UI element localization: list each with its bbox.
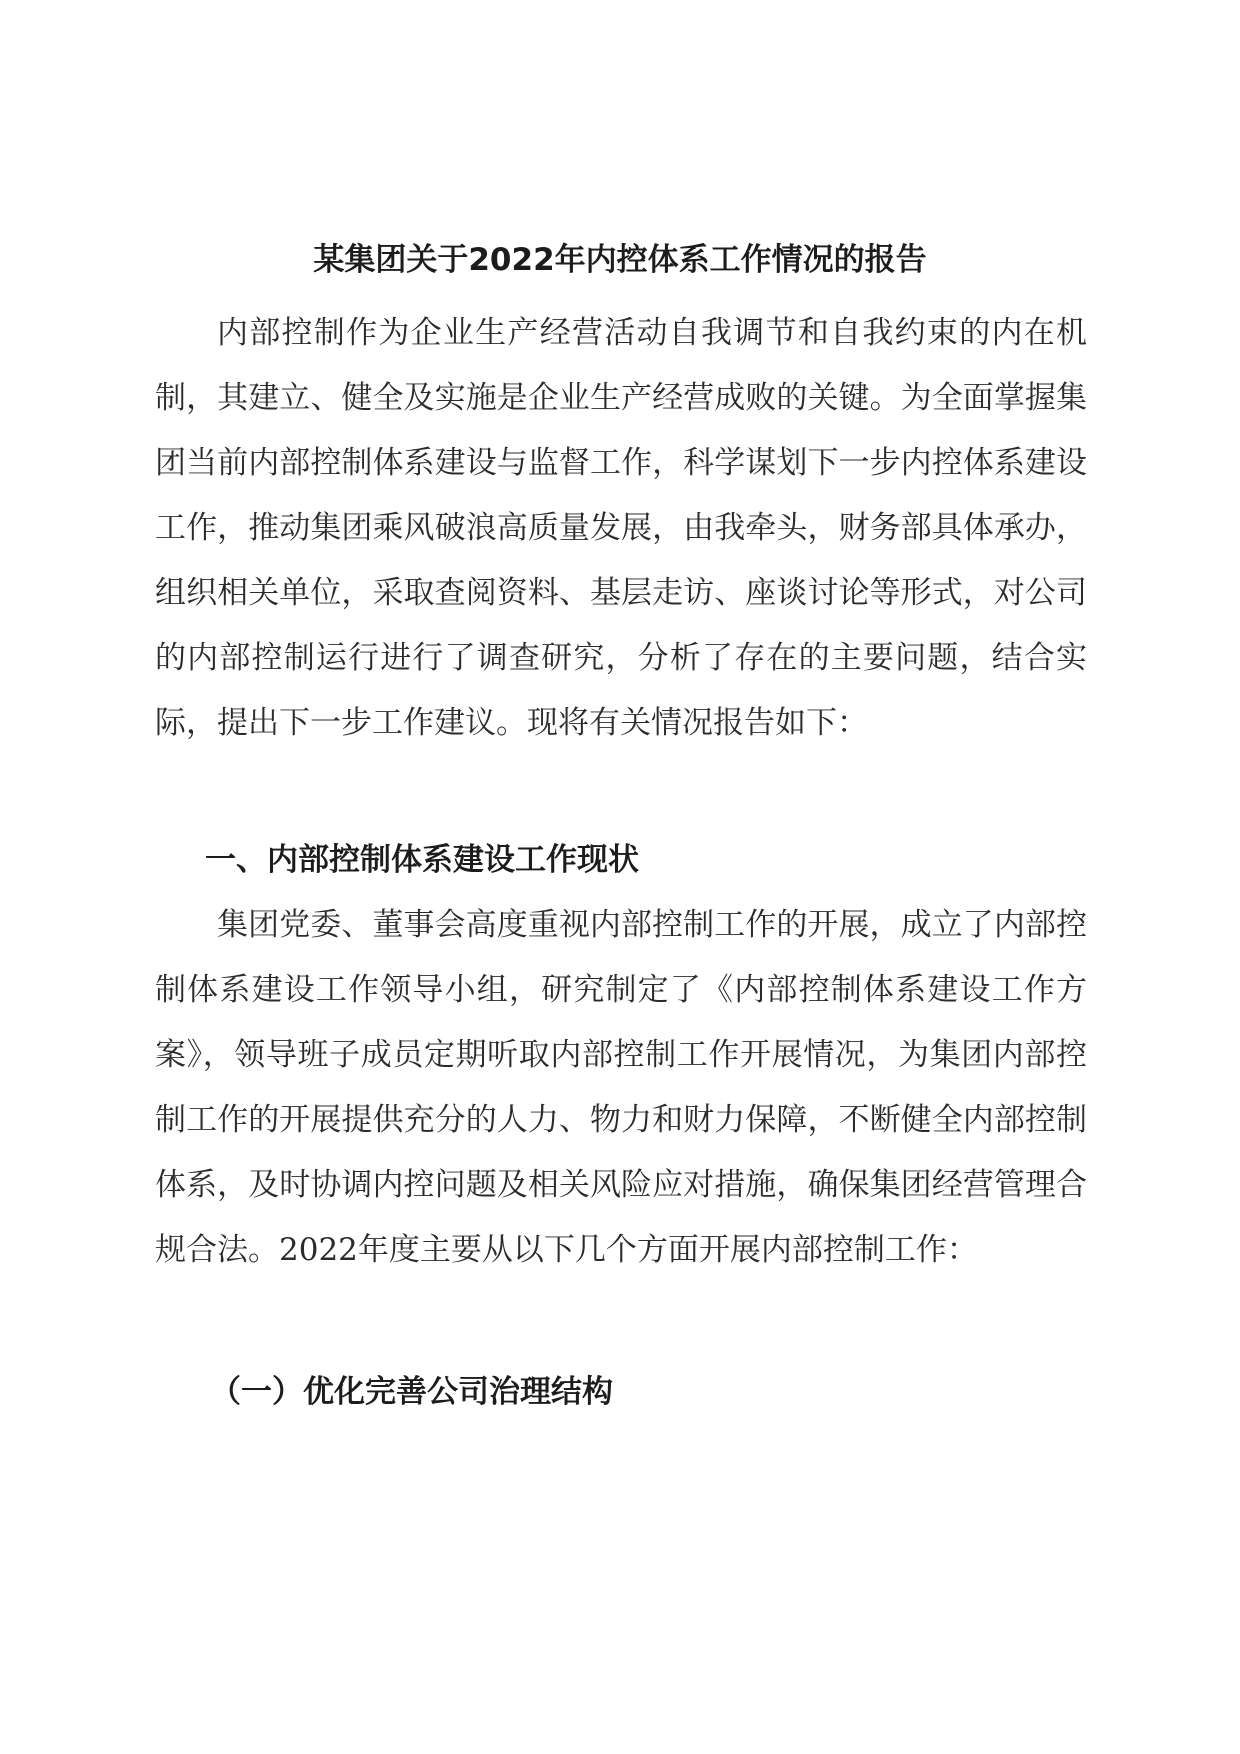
document-title: 某集团关于2022年内控体系工作情况的报告 <box>313 242 927 278</box>
section-1-paragraph: 集团党委、董事会高度重视内部控制工作的开展，成立了内部控制体系建设工作领导小组，研究制定了《内部控制体系建设工作方案》，领导班子成员定期听取内部控制工作开展情况，为集团内部控制工作的开展提供充分的人力、物力和财力保障，不断健全内部控制体系，及时协调内控问题及相关风险应对措施，确保集团经营管理合规合法。2022年度主要从以下几个方面开展内部控制工作： <box>155 907 1087 1268</box>
subsection-heading-1: （一）优化完善公司治理结构 <box>210 1374 613 1410</box>
intro-paragraph: 内部控制作为企业生产经营活动自我调节和自我约束的内在机制，其建立、健全及实施是企业生产经营成败的关键。为全面掌握集团当前内部控制体系建设与监督工作，科学谋划下一步内控体系建设工作，推动集团乘风破浪高质量发展，由我牵头，财务部具体承办，组织相关单位，采取查阅资料、基层走访、座谈讨论等形式，对公司的内部控制运行进行了调查研究，分析了存在的主要问题，结合实际，提出下一步工作建议。现将有关情况报告如下： <box>155 315 1087 741</box>
section-heading-1: 一、内部控制体系建设工作现状 <box>205 842 639 878</box>
